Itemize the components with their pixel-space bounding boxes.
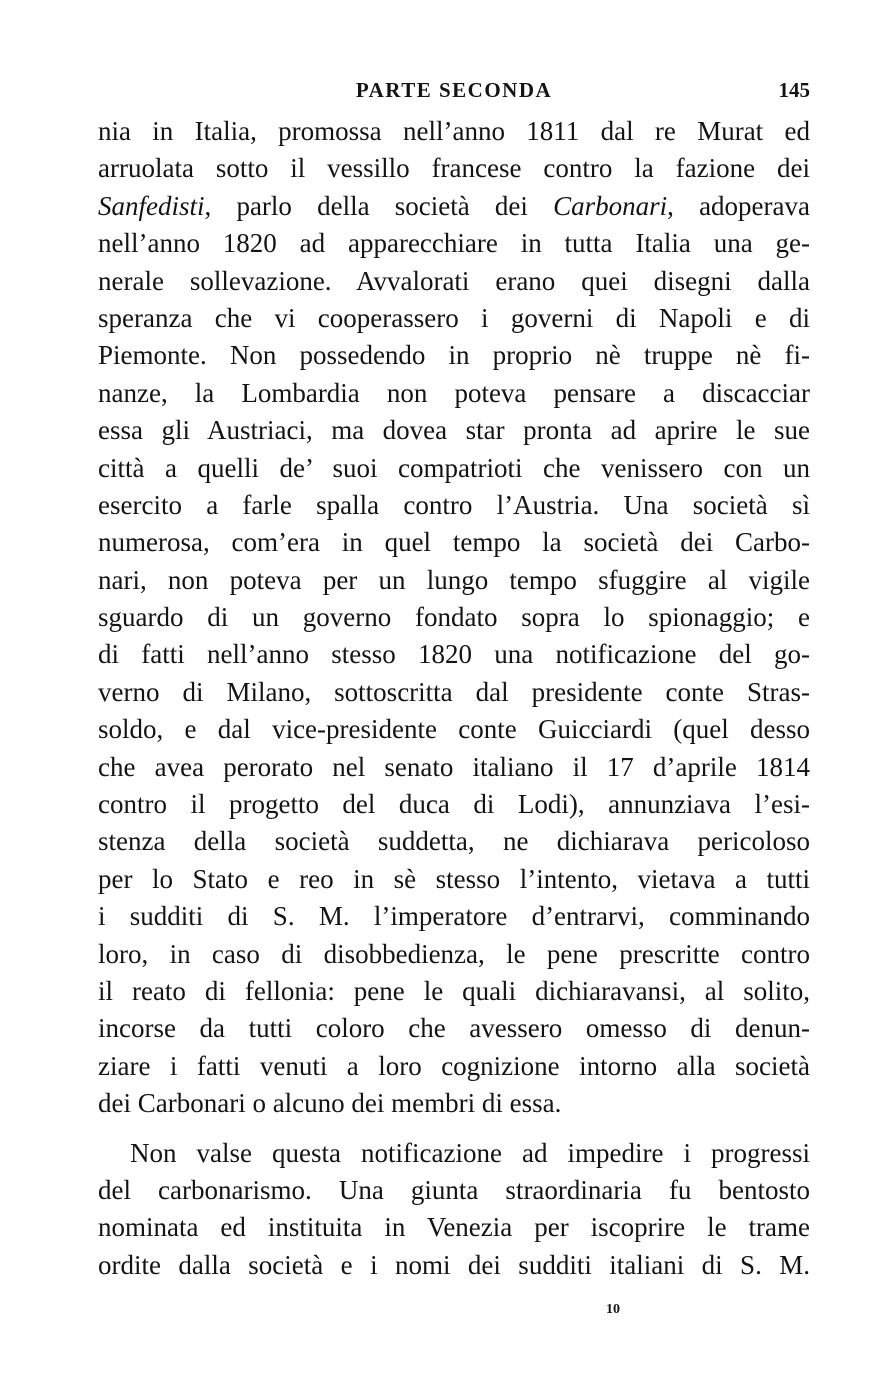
text-line: esercito a farle spalla contro l’Austria. Una società sì [98,489,810,520]
text-line: che avea perorato nel senato italiano il 17 d’aprile 1814 [98,751,810,782]
text-line: per lo Stato e reo in sè stesso l’intento, vietava a tutti [98,863,810,894]
text-line: ziare i fatti venuti a loro cognizione intorno alla società [98,1050,810,1081]
text-line: stenza della società suddetta, ne dichiarava pericoloso [98,826,810,857]
body-text [98,113,810,1284]
text-line: essa gli Austriaci, ma dovea star pronta ad aprire le sue [98,415,810,446]
italic-term: Sanfedisti [98,190,205,221]
text-line: nell’anno 1820 ad apparecchiare in tutta Italia una ge- [98,228,810,259]
text-line: verno di Milano, sottoscritta dal presidente conte Stras- [98,676,810,707]
text-line: Non valse questa notificazione ad impedire i progressi [130,1137,810,1168]
text-line: arruolata sotto il vessillo francese contro la fazione dei [98,153,810,184]
text-run: , adoperava [667,190,810,221]
text-line: loro, in caso di disobbedienza, le pene prescritte contro [98,938,810,969]
paragraph-1 [98,113,810,1123]
text-line: soldo, e dal vice-presidente conte Guicciardi (quel desso [98,714,810,745]
text-line-with-italics [98,188,810,225]
italic-term: Carbonari [553,190,668,221]
text-line: di fatti nell’anno stesso 1820 una notificazione del go- [98,639,810,670]
text-line: numerosa, com’era in quel tempo la società dei Carbo- [98,527,810,558]
page-number: 145 [778,78,810,102]
text-line: ordite dalla società e i nomi dei sudditi italiani di S. M. [98,1249,810,1280]
text-line: incorse da tutti coloro che avessero omesso di denun- [98,1013,810,1044]
text-run: , parlo della società dei [204,190,554,221]
text-line: nia in Italia, promossa nell’anno 1811 dal re Murat ed [98,116,810,146]
text-line: contro il progetto del duca di Lodi), annunziava l’esi- [98,789,810,820]
signature-mark: 10 [606,1302,620,1317]
text-line: speranza che vi cooperassero i governi di Napoli e di [98,302,810,333]
text-line: nerale sollevazione. Avvalorati erano quei disegni dalla [98,265,810,296]
text-line: i sudditi di S. M. l’imperatore d’entrarvi, comminando [98,901,810,932]
text-line: città a quelli de’ suoi compatrioti che venissero con un [98,452,810,483]
text-line: dei Carbonari o alcuno dei membri di essa. [98,1088,562,1119]
text-line: nanze, la Lombardia non poteva pensare a discacciar [98,377,810,408]
text-line: del carbonarismo. Una giunta straordinaria fu bentosto [98,1174,810,1205]
text-line: sguardo di un governo fondato sopra lo spionaggio; e [98,602,810,633]
paragraph-2 [98,1135,810,1285]
text-line: nari, non poteva per un lungo tempo sfuggire al vigile [98,564,810,595]
text-line: nominata ed instituita in Venezia per iscoprire le trame [98,1212,810,1243]
running-title: PARTE SECONDA [355,78,553,102]
running-head [98,74,810,108]
text-line: il reato di fellonia: pene le quali dichiaravansi, al solito, [98,975,810,1006]
text-line: Piemonte. Non possedendo in proprio nè truppe nè fi- [98,340,810,371]
paragraph-gap [98,1123,810,1135]
